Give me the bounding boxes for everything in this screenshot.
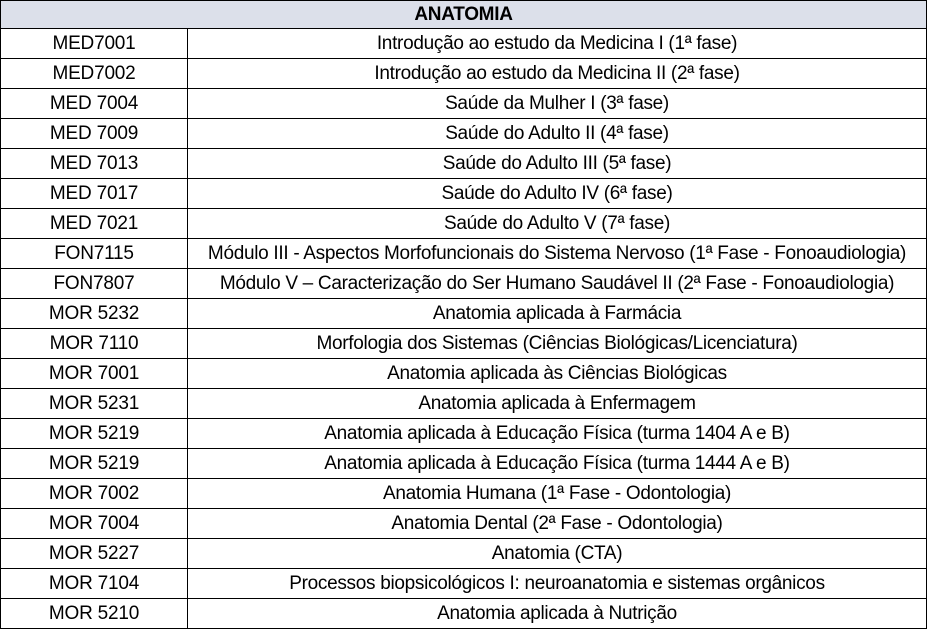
course-name: Saúde da Mulher I (3ª fase) [188,89,927,119]
table-row [1,419,927,449]
course-name: Saúde do Adulto IV (6ª fase) [188,179,927,209]
table-row [1,209,927,239]
table-row [1,509,927,539]
table-row [1,179,927,209]
table-row [1,89,927,119]
course-code: MOR 5210 [1,599,188,629]
course-code: MOR 5227 [1,539,188,569]
table-row [1,569,927,599]
course-name: Módulo III - Aspectos Morfofuncionais do Sistema Nervoso (1ª Fase - Fonoaudiologia) [188,239,927,269]
course-name: Anatomia aplicada à Enfermagem [188,389,927,419]
table-row [1,29,927,59]
course-code: MED7001 [1,29,188,59]
table-row [1,539,927,569]
course-code: MOR 5219 [1,449,188,479]
course-code: MOR 7104 [1,569,188,599]
course-name: Processos biopsicológicos I: neuroanatomia e sistemas orgânicos [188,569,927,599]
course-code: MOR 5219 [1,419,188,449]
course-code: MED 7009 [1,119,188,149]
course-code: FON7807 [1,269,188,299]
course-name: Saúde do Adulto V (7ª fase) [188,209,927,239]
table-body [1,29,927,629]
table-row [1,119,927,149]
course-code: MED7002 [1,59,188,89]
table-row [1,599,927,629]
course-name: Anatomia aplicada à Nutrição [188,599,927,629]
table-row [1,359,927,389]
table-row [1,269,927,299]
course-code: MED 7021 [1,209,188,239]
course-code: MOR 7001 [1,359,188,389]
table-row [1,149,927,179]
course-name: Anatomia aplicada às Ciências Biológicas [188,359,927,389]
table-row [1,389,927,419]
table-row [1,449,927,479]
header-row [1,1,927,29]
table-row [1,239,927,269]
table-row [1,59,927,89]
course-code: MOR 5231 [1,389,188,419]
table-title: ANATOMIA [1,1,927,29]
course-name: Anatomia (CTA) [188,539,927,569]
course-name: Anatomia aplicada à Educação Física (turma 1444 A e B) [188,449,927,479]
course-code: FON7115 [1,239,188,269]
course-code: MOR 5232 [1,299,188,329]
course-name: Anatomia Humana (1ª Fase - Odontologia) [188,479,927,509]
course-code: MED 7013 [1,149,188,179]
course-code: MOR 7110 [1,329,188,359]
course-code: MOR 7002 [1,479,188,509]
table-row [1,329,927,359]
table-row [1,479,927,509]
course-name: Módulo V – Caracterização do Ser Humano Saudável II (2ª Fase - Fonoaudiologia) [188,269,927,299]
course-name: Introdução ao estudo da Medicina II (2ª fase) [188,59,927,89]
course-name: Introdução ao estudo da Medicina I (1ª fase) [188,29,927,59]
course-name: Morfologia dos Sistemas (Ciências Biológicas/Licenciatura) [188,329,927,359]
table-row [1,299,927,329]
course-name: Saúde do Adulto III (5ª fase) [188,149,927,179]
course-name: Saúde do Adulto II (4ª fase) [188,119,927,149]
course-code: MED 7004 [1,89,188,119]
course-name: Anatomia Dental (2ª Fase - Odontologia) [188,509,927,539]
course-code: MOR 7004 [1,509,188,539]
course-code: MED 7017 [1,179,188,209]
course-name: Anatomia aplicada à Educação Física (turma 1404 A e B) [188,419,927,449]
course-name: Anatomia aplicada à Farmácia [188,299,927,329]
